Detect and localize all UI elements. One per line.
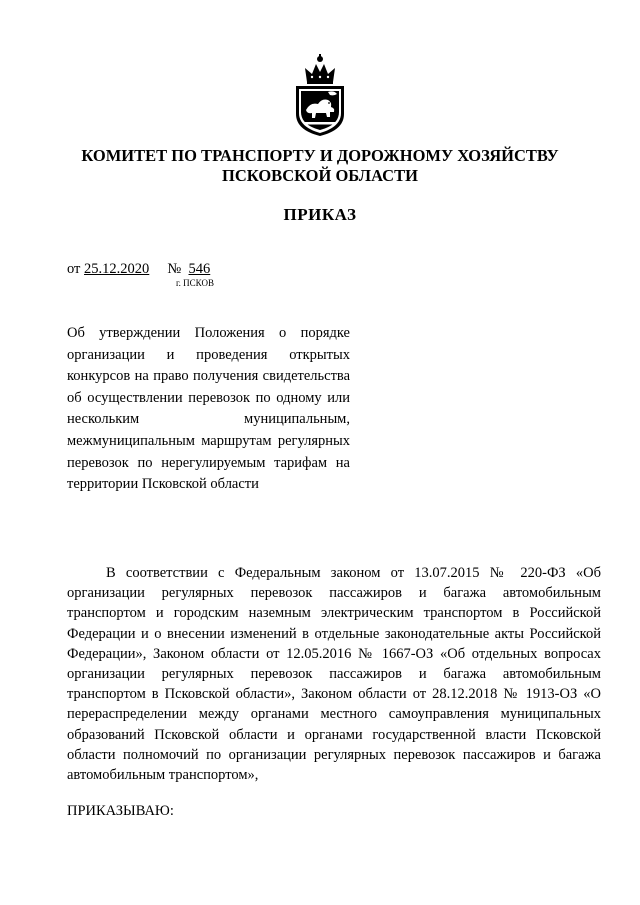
city-label: г. ПСКОВ	[176, 278, 214, 288]
date-prefix: от	[67, 261, 81, 277]
organization-line-1: КОМИТЕТ ПО ТРАНСПОРТУ И ДОРОЖНОМУ ХОЗЯЙСТВУ	[81, 146, 559, 165]
order-date-number	[67, 261, 210, 278]
document-type-title: ПРИКАЗ	[283, 205, 357, 224]
coat-of-arms-icon	[290, 52, 350, 138]
order-directive: ПРИКАЗЫВАЮ:	[67, 803, 174, 819]
number-prefix: №	[167, 261, 182, 277]
order-date: 25.12.2020	[84, 261, 150, 277]
organization-name	[40, 146, 600, 186]
preamble-paragraph: В соответствии с Федеральным законом от 13.07.2015 № 220-ФЗ «Об организации регулярных перевозок пассажиров и багажа автомобильным транспортом и городским наземным электрическим транспортом в Российской Федерации и о внесении изменений в отдельные законодательные акты Российской Федерации», Законом области от 12.05.2016 № 1667-ОЗ «Об отдельных вопросах организации регулярных перевозок пассажиров и багажа автомобильным транспортом в Псковской области», Законом области от 28.12.2018 № 1913-ОЗ «О перераспределении между органами местного самоуправления муниципальных образований Псковской области и органами государственной власти Псковской области полномочий по организации регулярных перевозок пассажиров и багажа автомобильным транспортом»,	[67, 565, 601, 784]
order-subject: Об утверждении Положения о порядке организации и проведения открытых конкурсов на право получения свидетельства об осуществлении перевозок по одному или нескольким муниципальным, межмуниципальным маршрутам регулярных перевозок по нерегулируемым тарифам на территории Псковской области	[67, 325, 350, 493]
order-number: 546	[188, 261, 211, 277]
organization-line-2: ПСКОВСКОЙ ОБЛАСТИ	[222, 166, 418, 185]
